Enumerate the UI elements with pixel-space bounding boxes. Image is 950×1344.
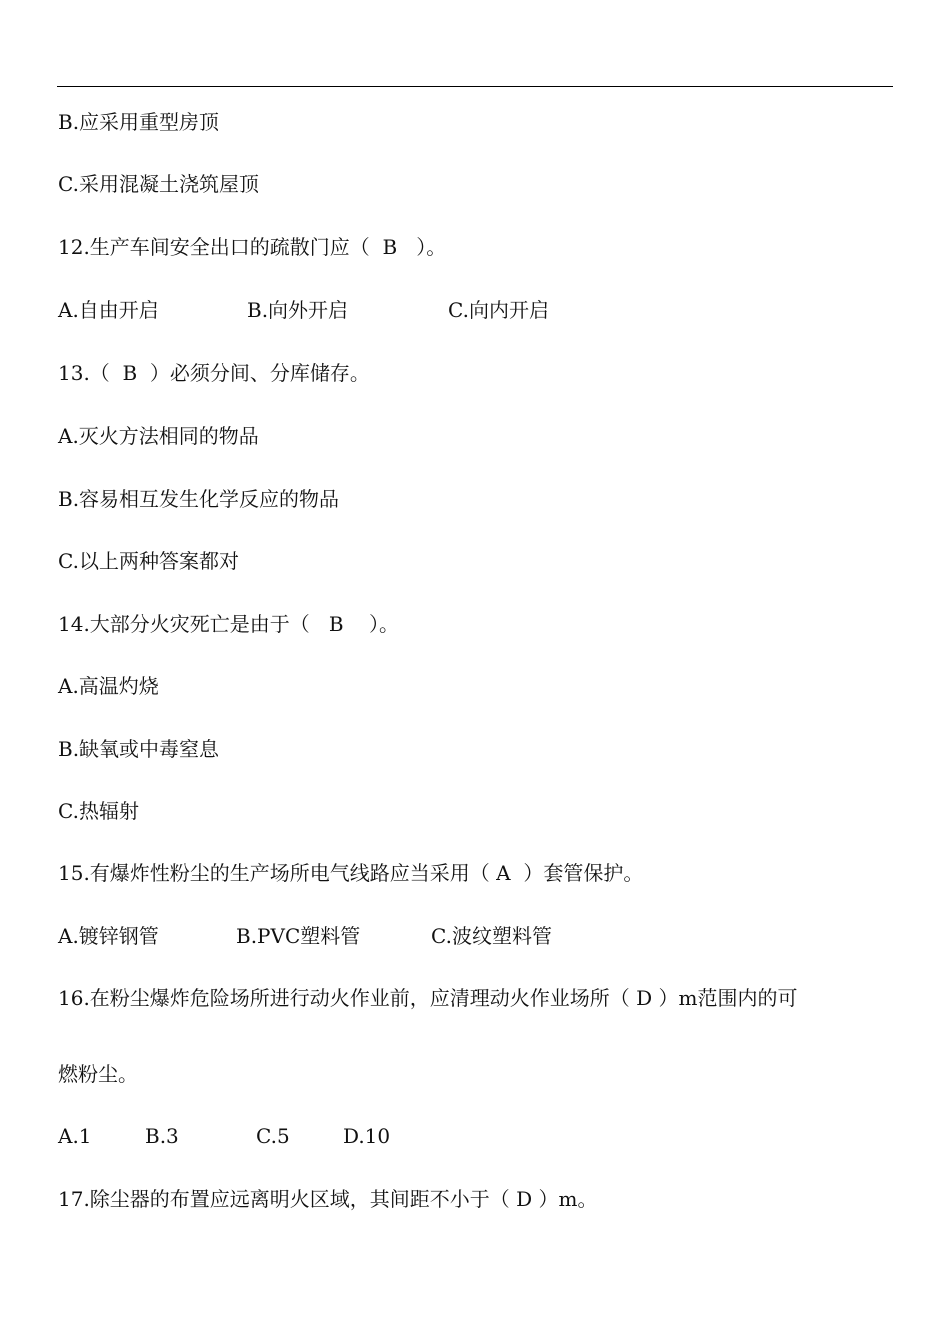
- q16-option-b: B.3: [145, 1124, 179, 1148]
- q14-option-c: C.热辐射: [58, 799, 139, 823]
- q16-option-a: A.1: [58, 1124, 92, 1148]
- header-rule: [57, 86, 893, 87]
- question-13: 13.（ B ）必须分间、分库储存。: [58, 361, 370, 385]
- q12-option-a: A.自由开启: [58, 298, 159, 322]
- question-15: 15.有爆炸性粉尘的生产场所电气线路应当采用（ A ）套管保护。: [58, 861, 644, 885]
- question-12: 12.生产车间安全出口的疏散门应（ B ）。: [58, 235, 447, 259]
- q15-option-b: B.PVC塑料管: [236, 924, 361, 948]
- question-16: 16.在粉尘爆炸危险场所进行动火作业前，应清理动火作业场所（ D ）m范围内的可: [58, 986, 798, 1010]
- q12-option-c: C.向内开启: [448, 298, 549, 322]
- option-line: C.采用混凝土浇筑屋顶: [58, 172, 259, 196]
- q12-option-b: B.向外开启: [247, 298, 349, 322]
- question-16-continued: 燃粉尘。: [58, 1062, 138, 1086]
- q13-option-a: A.灭火方法相同的物品: [58, 424, 259, 448]
- q15-option-c: C.波纹塑料管: [431, 924, 552, 948]
- question-17: 17.除尘器的布置应远离明火区域，其间距不小于（ D ）m。: [58, 1187, 598, 1211]
- q14-option-a: A.高温灼烧: [58, 674, 159, 698]
- question-14: 14.大部分火灾死亡是由于（ B ）。: [58, 612, 400, 636]
- q16-option-d: D.10: [343, 1124, 391, 1148]
- q14-option-b: B.缺氧或中毒窒息: [58, 737, 220, 761]
- option-line: B.应采用重型房顶: [58, 110, 220, 134]
- q13-option-b: B.容易相互发生化学反应的物品: [58, 487, 340, 511]
- q13-option-c: C.以上两种答案都对: [58, 549, 239, 573]
- q15-option-a: A.镀锌钢管: [58, 924, 159, 948]
- q16-option-c: C.5: [256, 1124, 290, 1148]
